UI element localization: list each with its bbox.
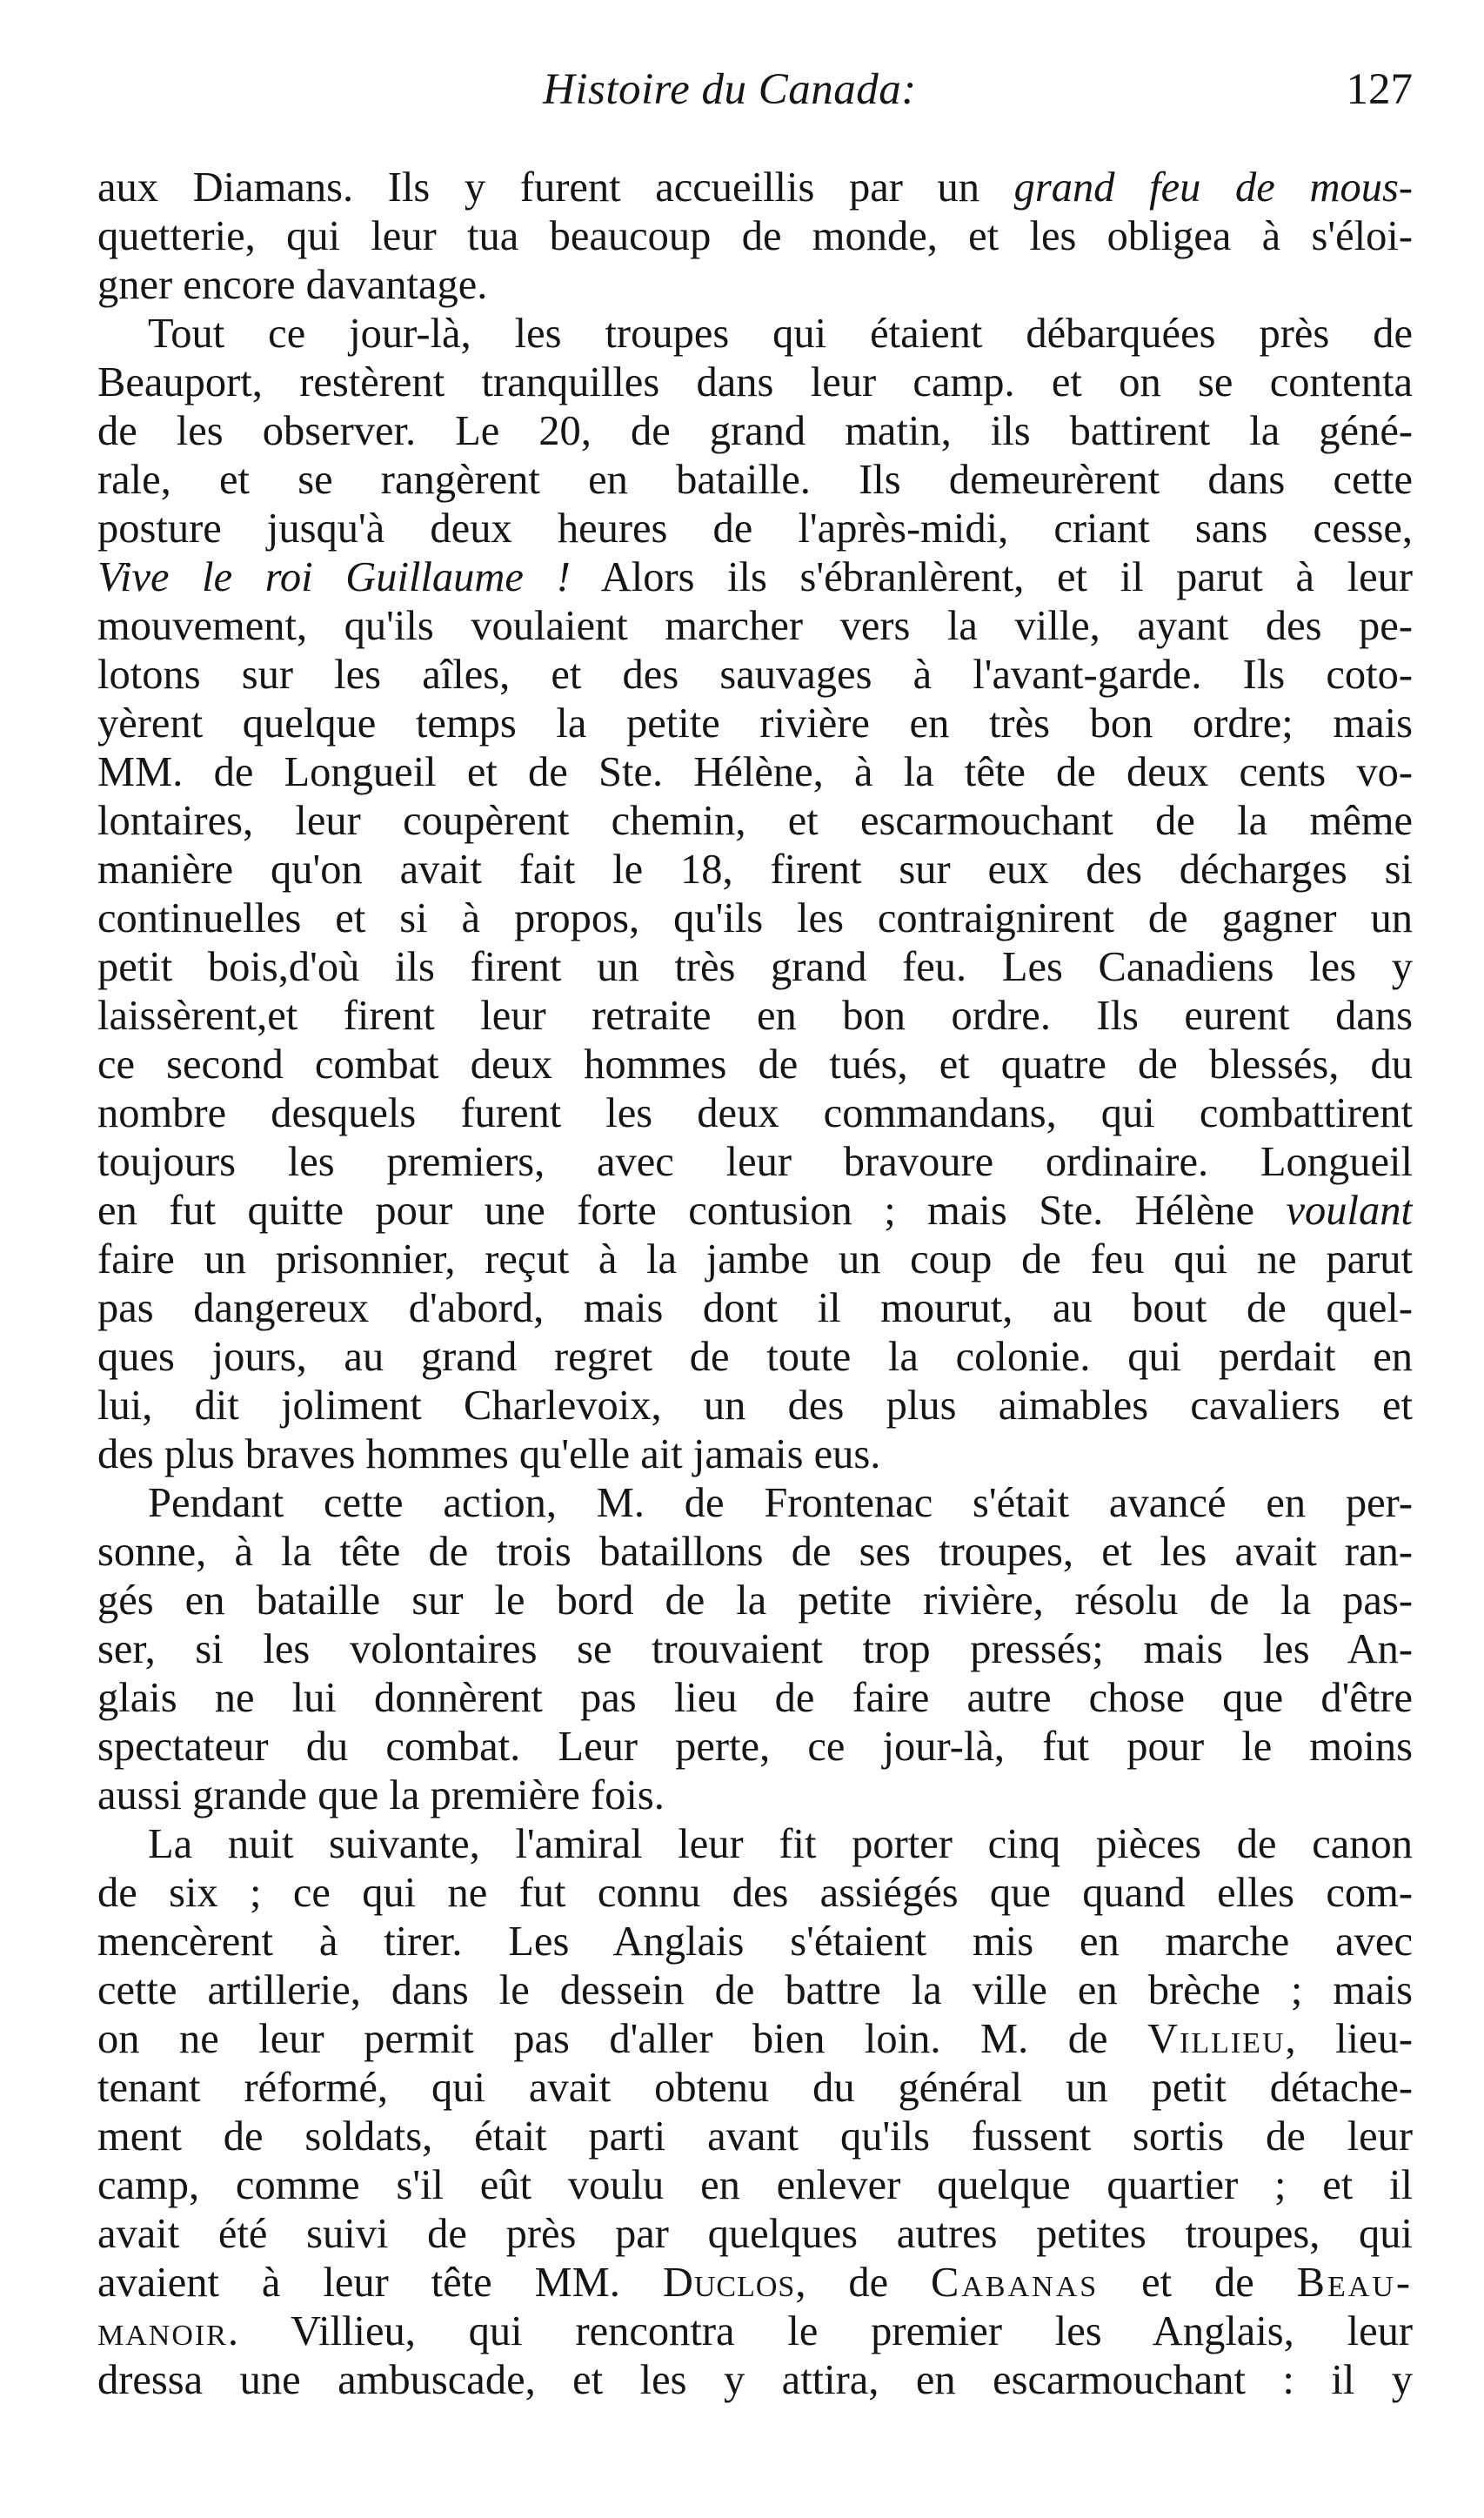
text-line: cette artillerie, dans le dessein de battre la ville en brèche ; mais [97,1967,1413,2013]
text-line: on ne leur permit pas d'aller bien loin. M. de Villieu, lieu- [97,2016,1413,2062]
text-line: de six ; ce qui ne fut connu des assiégés que quand elles com- [97,1870,1413,1916]
text-line: tenant réformé, qui avait obtenu du général un petit détache- [97,2065,1413,2111]
text-line: aussi grande que la première fois. [97,1772,665,1818]
text-line: MM. de Longueil et de Ste. Hélène, à la tête de deux cents vo- [97,749,1413,795]
running-head [97,64,1413,125]
text-line: glais ne lui donnèrent pas lieu de faire autre chose que d'être [97,1675,1413,1721]
text-line: mouvement, qu'ils voulaient marcher vers la ville, ayant des pe- [97,603,1413,649]
text-line: camp, comme s'il eût voulu en enlever quelque quartier ; et il [97,2162,1413,2208]
text-line: dressa une ambuscade, et les y attira, en escarmouchant : il y [97,2357,1413,2403]
text-line: manière qu'on avait fait le 18, firent sur eux des décharges si [97,847,1413,893]
text-line: La nuit suivante, l'amiral leur fit porter cinq pièces de canon [148,1821,1413,1867]
text-line: rale, et se rangèrent en bataille. Ils demeurèrent dans cette [97,457,1413,503]
text-line: faire un prisonnier, reçut à la jambe un coup de feu qui ne parut [97,1236,1413,1282]
text-line: Pendant cette action, M. de Frontenac s'était avancé en per- [148,1480,1413,1526]
text-line: avaient à leur tête MM. Duclos, de Cabanas et de Beau- [97,2260,1413,2306]
text-line: des plus braves hommes qu'elle ait jamais eus. [97,1431,881,1477]
text-line: Beauport, restèrent tranquilles dans leur camp. et on se contenta [97,359,1413,405]
text-line: continuelles et si à propos, qu'ils les contraignirent de gagner un [97,895,1413,941]
text-line: laissèrent,et firent leur retraite en bon ordre. Ils eurent dans [97,993,1413,1039]
text-line: gner encore davantage. [97,262,488,308]
text-line: ser, si les volontaires se trouvaient trop pressés; mais les An- [97,1626,1413,1672]
text-line: quetterie, qui leur tua beaucoup de monde, et les obligea à s'éloi- [97,213,1413,259]
text-line: ques jours, au grand regret de toute la colonie. qui perdait en [97,1334,1413,1380]
text-line: toujours les premiers, avec leur bravoure ordinaire. Longueil [97,1139,1413,1185]
text-line: avait été suivi de près par quelques autres petites troupes, qui [97,2211,1413,2257]
text-line: nombre desquels furent les deux commandans, qui combattirent [97,1090,1413,1136]
text-line: Tout ce jour-là, les troupes qui étaient débarquées près de [148,311,1413,357]
text-line: gés en bataille sur le bord de la petite rivière, résolu de la pas- [97,1577,1413,1624]
text-line: lontaires, leur coupèrent chemin, et escarmouchant de la même [97,798,1413,844]
text-line: petit bois,d'où ils firent un très grand feu. Les Canadiens les y [97,944,1413,990]
text-line: pas dangereux d'abord, mais dont il mourut, au bout de quel- [97,1285,1413,1331]
text-line: spectateur du combat. Leur perte, ce jour-là, fut pour le moins [97,1724,1413,1770]
running-title: Histoire du Canada: [543,65,917,114]
text-line: de les observer. Le 20, de grand matin, ils battirent la géné- [97,408,1413,454]
text-line: mencèrent à tirer. Les Anglais s'étaient mis en marche avec [97,1919,1413,1965]
text-line: sonne, à la tête de trois bataillons de ses troupes, et les avait ran- [97,1529,1413,1575]
body-text [97,164,1413,2405]
text-line: posture jusqu'à deux heures de l'après-midi, criant sans cesse, [97,506,1413,552]
text-line: aux Diamans. Ils y furent accueillis par un grand feu de mous- [97,164,1413,211]
page-number: 127 [1346,65,1413,114]
text-line: Vive le roi Guillaume ! Alors ils s'ébranlèrent, et il parut à leur [97,554,1413,600]
text-line: lui, dit joliment Charlevoix, un des plus aimables cavaliers et [97,1383,1413,1429]
text-line: ce second combat deux hommes de tués, et quatre de blessés, du [97,1041,1413,1088]
text-line: lotons sur les aîles, et des sauvages à l'avant-garde. Ils coto- [97,652,1413,698]
text-line: yèrent quelque temps la petite rivière en très bon ordre; mais [97,700,1413,747]
text-line: en fut quitte pour une forte contusion ; mais Ste. Hélène voulant [97,1188,1413,1234]
text-line: manoir. Villieu, qui rencontra le premier les Anglais, leur [97,2308,1413,2354]
text-line: ment de soldats, était parti avant qu'ils fussent sortis de leur [97,2113,1413,2160]
